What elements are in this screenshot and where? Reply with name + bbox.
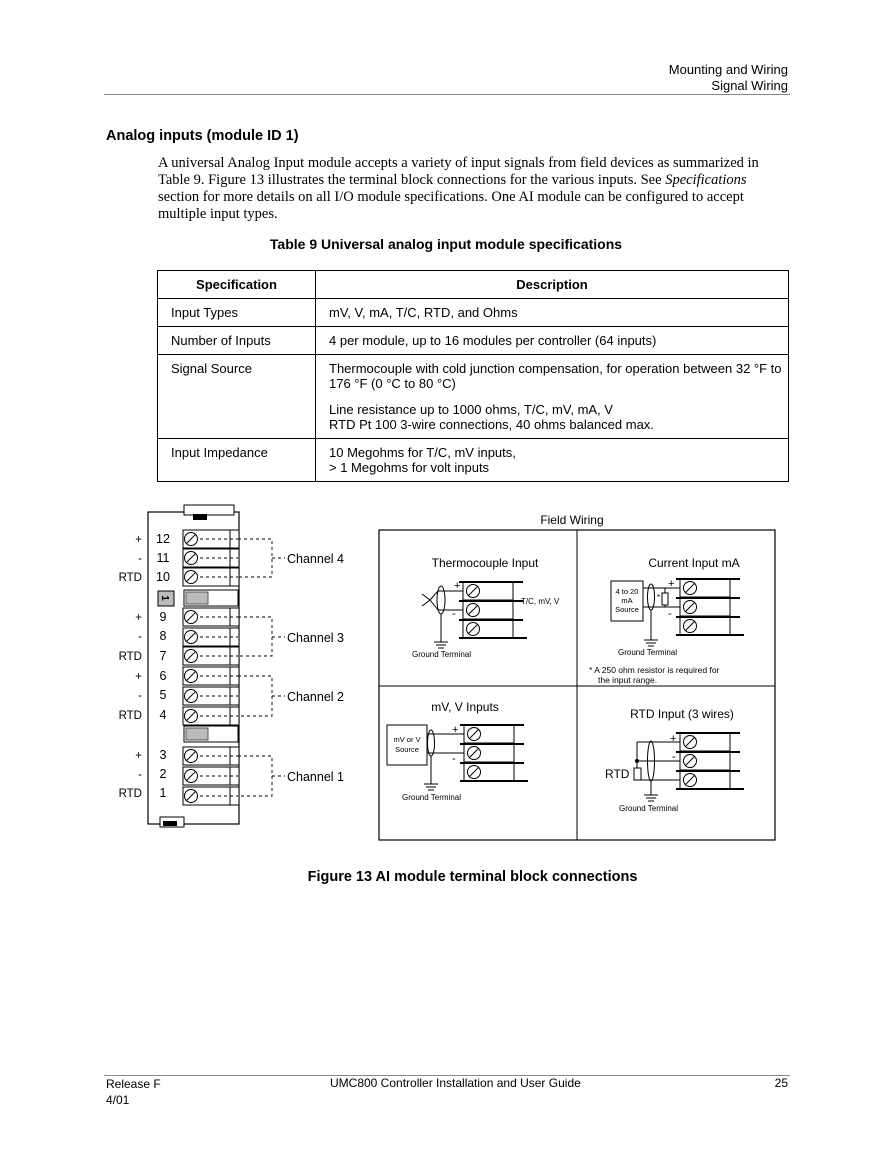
terminal-polarity: - [138,690,142,702]
ma-star: * [657,593,661,602]
channel-brackets [238,539,285,796]
channel-3-label: Channel 3 [287,631,344,645]
terminal-screws [183,530,239,805]
thermocouple-panel [412,556,560,659]
terminal-polarity: RTD [118,651,142,663]
terminal-polarity: + [135,612,142,624]
desc-text: 10 Megohms for T/C, mV inputs, > 1 Megohms for volt inputs [329,445,516,475]
rtd-label: RTD [605,767,630,781]
spec-cell: Input Types [158,299,316,327]
terminal-number: 6 [159,669,167,683]
desc-text: Thermocouple with cold junction compensation, for operation between 32 °F to 176 °F (0 °C to 80 °C) [329,361,782,391]
terminal-number: 10 [156,570,170,584]
mv-v-panel [387,700,528,802]
tc-plus: + [454,580,461,592]
section-title: Analog inputs (module ID 1) [106,128,299,144]
figure-caption: Figure 13 AI module terminal block connections [307,869,638,885]
column-header-description: Description [316,271,789,299]
intro-link-specifications: Specifications [665,172,747,188]
column-header-specification: Specification [158,271,316,299]
tc-ground-label: Ground Terminal [412,650,471,659]
footer-release [106,1076,161,1108]
spec-cell: Number of Inputs [158,327,316,355]
intro-text-1: A universal Analog Input module accepts a variety of input signals from field devices as summarized in Table 9. Figure 13 illustrates the terminal block connections for the various inputs. See [158,155,759,188]
terminal-number: 1 [159,786,167,800]
terminal-polarity: + [135,534,142,546]
terminal-number: 2 [159,767,167,781]
terminal-number: 5 [159,688,167,702]
terminal-number: 4 [159,708,167,722]
mv-source-line2: Source [395,745,419,754]
terminal-polarity: - [138,769,142,781]
terminal-number: 12 [156,532,170,546]
mv-plus: + [452,724,459,736]
footer-date: 4/01 [106,1093,130,1107]
ma-plus: + [668,578,675,590]
terminal-polarity: + [135,750,142,762]
header-subsection-title: Signal Wiring [711,78,788,93]
desc-text: Line resistance up to 1000 ohms, T/C, mV, mA, V RTD Pt 100 3-wire connections, 40 ohms balanced max. [329,402,654,432]
footer-release-label: Release F [106,1077,161,1091]
terminal-polarity: - [138,631,142,643]
tc-signal-label: T/C, mV, V [521,597,560,606]
terminal-polarity: - [138,553,142,565]
terminal-number: 7 [159,649,167,663]
ma-source-line2: mA [621,596,633,605]
terminal-polarity: RTD [118,572,142,584]
mv-minus: - [452,753,456,765]
rtd-panel [605,707,744,813]
ma-source-line1: 4 to 20 [615,587,639,596]
desc-text: 4 per module, up to 16 modules per controller (64 inputs) [329,333,657,348]
ma-ground-label: Ground Terminal [618,648,677,657]
intro-text-2: section for more details on all I/O module specifications. One AI module can be configured to accept multiple input types. [158,189,744,222]
rtd-minus: - [672,751,676,763]
channel-4-label: Channel 4 [287,552,344,566]
rtd-ground-label: Ground Terminal [619,804,678,813]
footer-page-number: 25 [774,1076,788,1090]
channel-1-label: Channel 1 [287,770,344,784]
rtd-title: RTD Input (3 wires) [630,707,734,721]
footer-doc-title: UMC800 Controller Installation and User Guide [330,1076,581,1090]
rtd-plus: + [670,733,677,745]
ma-note-line2: the input range. [598,675,658,685]
tc-minus: - [452,608,456,620]
channel-2-label: Channel 2 [287,690,344,704]
thermocouple-title: Thermocouple Input [431,556,539,570]
terminal-number: 3 [159,748,167,762]
mv-source-line1: mV or V [393,735,421,744]
terminal-polarity: + [135,671,142,683]
ma-minus: - [668,608,672,620]
ma-source-line3: Source [615,605,639,614]
terminal-number: 9 [159,610,167,624]
table-caption: Table 9 Universal analog input module specifications [269,236,623,252]
terminal-number: 8 [159,629,167,643]
terminal-polarity: RTD [118,788,142,800]
desc-text: mV, V, mA, T/C, RTD, and Ohms [329,305,518,320]
current-input-title: Current Input mA [648,556,740,570]
current-input-panel [589,556,744,685]
mv-v-title: mV, V Inputs [431,700,499,714]
header-section-title: Mounting and Wiring [668,62,788,77]
field-wiring-title: Field Wiring [540,513,604,527]
spec-cell: Signal Source [158,355,316,439]
terminal-polarity: RTD [118,710,142,722]
mv-ground-label: Ground Terminal [402,793,461,802]
ma-note-line1: * A 250 ohm resistor is required for [589,665,720,675]
terminal-number: 11 [156,551,170,565]
spec-cell: Input Impedance [158,439,316,482]
module-id-badge: 1 [159,595,170,601]
